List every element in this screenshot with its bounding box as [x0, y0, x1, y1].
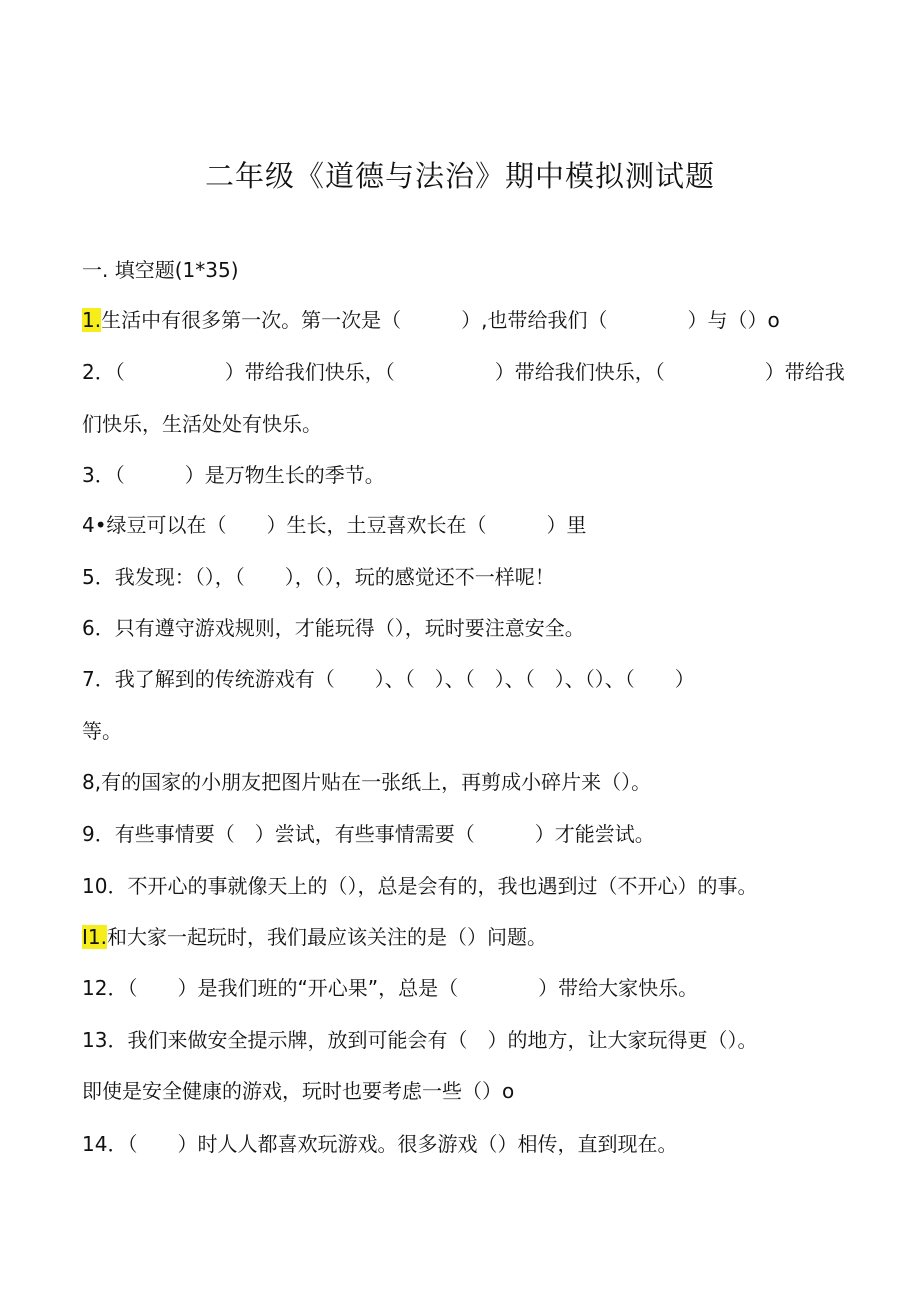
question-text: 2．（ ）带给我们快乐，（ ）带给我们快乐，（ ）带给我	[82, 360, 845, 384]
page-title: 二年级《道德与法治》期中模拟测试题	[204, 159, 715, 193]
question-11	[82, 924, 852, 950]
question-text: 12．（ ）是我们班的“开心果”，总是（ ）带给大家快乐。	[82, 976, 699, 1000]
question-text: 9．有些事情要（ ）尝试，有些事情需要（ ）才能尝试。	[82, 822, 655, 846]
question-7-continued	[82, 718, 852, 744]
question-7	[82, 666, 852, 692]
question-8	[82, 769, 852, 795]
question-text: 4•绿豆可以在（ ）生长，土豆喜欢长在（ ）里	[82, 513, 587, 537]
question-text: 13．我们来做安全提示牌，放到可能会有（ ）的地方，让大家玩得更（）。	[82, 1028, 758, 1052]
question-text: 生活中有很多第一次。第一次是（ ）,也带给我们（ ）与（）o	[101, 308, 780, 332]
question-text: 8,有的国家的小朋友把图片贴在一张纸上，再剪成小碎片来（）。	[82, 770, 652, 794]
question-6	[82, 615, 852, 641]
question-10	[82, 873, 852, 899]
question-text: 5．我发现：（），（ ），（），玩的感觉还不一样呢！	[82, 565, 555, 589]
question-text: 10．不开心的事就像天上的（），总是会有的，我也遇到过（不开心）的事。	[82, 874, 758, 898]
highlight-mark: I1.	[82, 925, 107, 949]
question-text: 7．我了解到的传统游戏有（ ）、（ ）、（ ）、（ ）、（）、（ ）	[82, 667, 695, 691]
question-4	[82, 512, 852, 538]
question-text: 即使是安全健康的游戏，玩时也要考虑一些（）o	[82, 1079, 515, 1103]
question-text: 和大家一起玩时，我们最应该关注的是（）问题。	[106, 925, 547, 949]
question-text: 等。	[82, 719, 122, 743]
question-text: 6．只有遵守游戏规则，才能玩得（），玩时要注意安全。	[82, 616, 585, 640]
highlight-mark: 1.	[82, 308, 102, 332]
question-text: 14．（ ）时人人都喜欢玩游戏。很多游戏（）相传，直到现在。	[82, 1132, 678, 1156]
question-9	[82, 821, 852, 847]
section-heading: 一. 填空题(1*35)	[82, 258, 239, 282]
question-14	[82, 1131, 852, 1157]
question-text: 3．（ ）是万物生长的季节。	[82, 463, 385, 487]
question-text: 们快乐，生活处处有快乐。	[82, 412, 322, 436]
question-2	[82, 359, 852, 385]
question-3	[82, 462, 852, 488]
question-1	[82, 307, 852, 333]
question-13-continued	[82, 1078, 852, 1104]
question-13	[82, 1027, 852, 1053]
question-5	[82, 564, 852, 590]
question-2-continued	[82, 411, 852, 437]
question-12	[82, 975, 852, 1001]
